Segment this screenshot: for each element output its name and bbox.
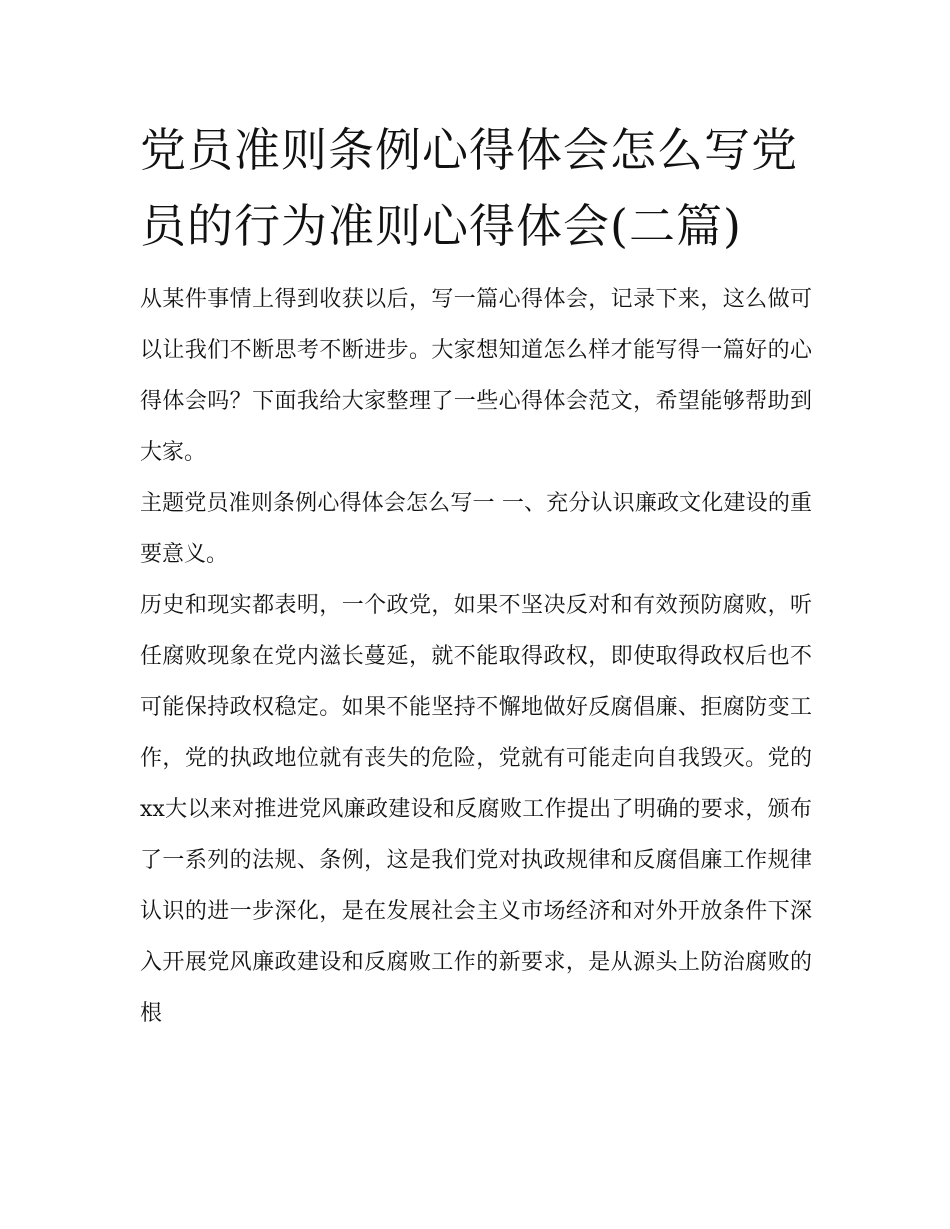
document-title: 党员准则条例心得体会怎么写党员的行为准则心得体会(二篇) [140, 123, 798, 253]
body-paragraph: 历史和现实都表明，一个政党，如果不坚决反对和有效预防腐败，听任腐败现象在党内滋长蔓延，就不能取得政权，即使取得政权后也不可能保持政权稳定。如果不能坚持不懈地做好反腐倡廉、拒腐防变工作，党的执政地位就有丧失的危险，党就有可能走向自我毁灭。党的xx大以来对推进党风廉政建设和反腐败工作提出了明确的要求，颁布了一系列的法规、条例，这是我们党对执政规律和反腐倡廉工作规律认识的进一步深化，是在发展社会主义市场经济和对外开放条件下深入开展党风廉政建设和反腐败工作的新要求，是从源头上防治腐败的根 [140, 593, 812, 1026]
document-body [140, 112, 812, 1039]
section-heading-paragraph: 主题党员准则条例心得体会怎么写一 一、充分认识廉政文化建设的重要意义。 [140, 491, 812, 567]
intro-paragraph: 从某件事情上得到收获以后，写一篇心得体会，记录下来，这么做可以让我们不断思考不断进步。大家想知道怎么样才能写得一篇好的心得体会吗？下面我给大家整理了一些心得体会范文，希望能够帮助到大家。 [140, 287, 812, 465]
